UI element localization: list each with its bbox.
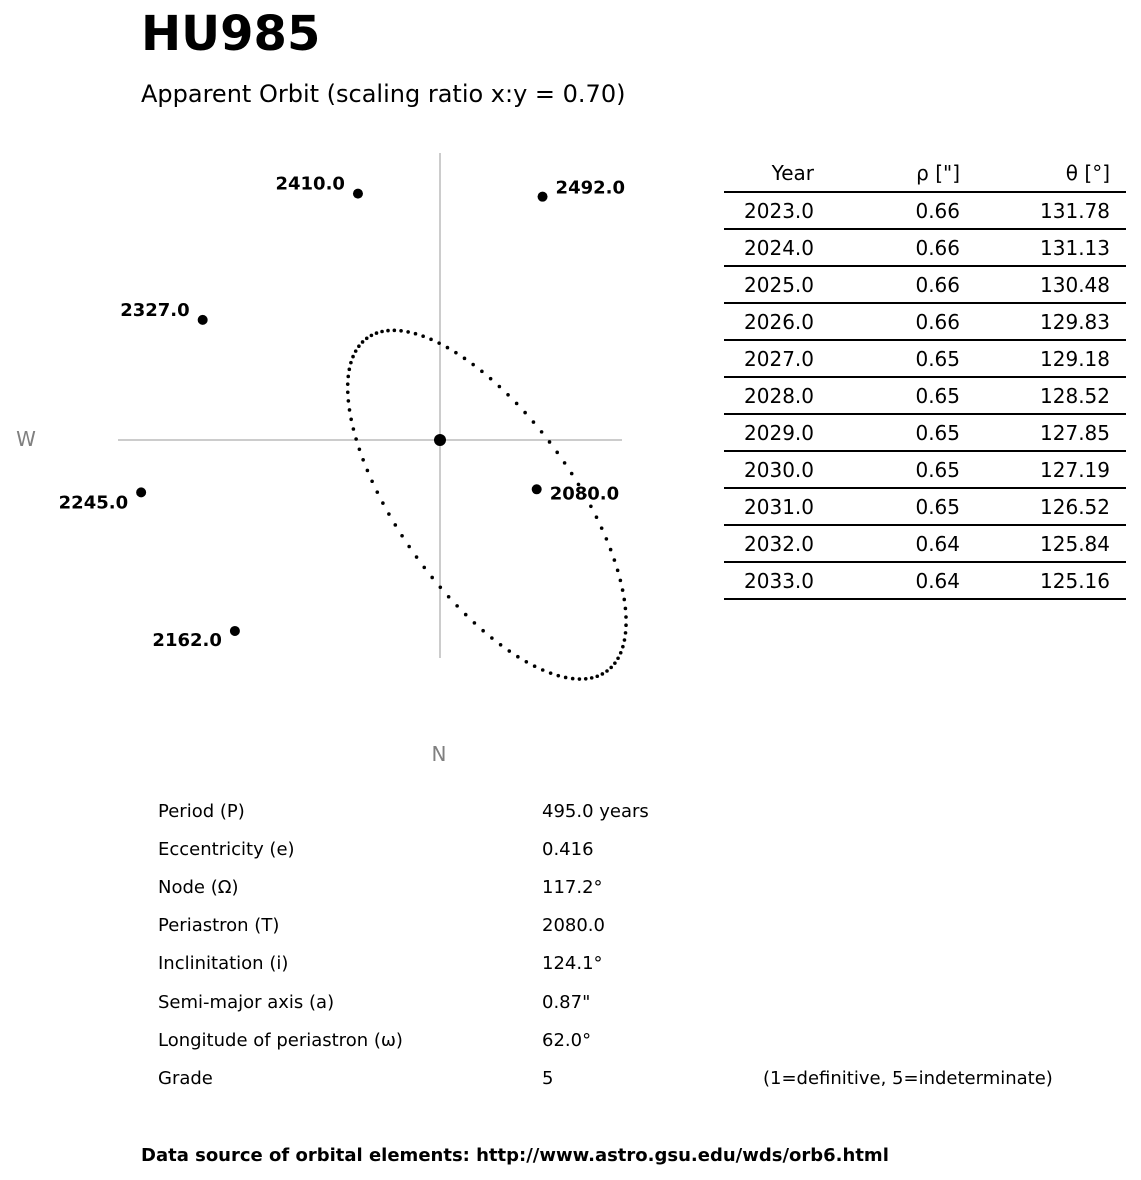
orbit-point (570, 472, 574, 476)
orbit-point (584, 677, 588, 681)
data-source: Data source of orbital elements: http://www.astro.gsu.edu/wds/orb6.html (141, 1145, 889, 1166)
year-cell: 2026.0 (724, 303, 814, 340)
orbit-point (613, 661, 617, 665)
table-row (724, 340, 1126, 377)
table-row (724, 488, 1126, 525)
orbit-point (399, 329, 403, 333)
table-row (724, 451, 1126, 488)
orbit-point (481, 629, 485, 633)
table-row (724, 192, 1126, 229)
element-label: Periastron (T) (158, 915, 280, 937)
orbit-point (421, 334, 425, 338)
table-row (724, 266, 1126, 303)
orbit-point (393, 523, 397, 527)
table-pad (1110, 488, 1126, 525)
table-pad (1110, 192, 1126, 229)
orbit-point (480, 370, 484, 374)
element-value: 5 (542, 1067, 554, 1089)
rho-cell: 0.64 (814, 562, 960, 599)
theta-cell: 125.84 (960, 525, 1110, 562)
table-row (724, 303, 1126, 340)
orbit-point (422, 566, 426, 570)
year-cell: 2023.0 (724, 192, 814, 229)
orbit-point (624, 623, 628, 627)
orbit-point (380, 330, 384, 334)
year-cell: 2031.0 (724, 488, 814, 525)
orbit-point (564, 676, 568, 680)
orbit-point (498, 385, 502, 389)
orbit-point (354, 349, 358, 353)
orbit-point (515, 402, 519, 406)
orbit-point (393, 329, 397, 333)
epoch-point (136, 487, 146, 497)
element-label: Semi-major axis (a) (158, 991, 335, 1013)
epoch-point (538, 192, 548, 202)
element-value: 124.1° (542, 953, 603, 975)
orbit-point (532, 420, 536, 424)
orbit-point (381, 501, 385, 505)
orbit-point (352, 427, 356, 431)
orbit-point (415, 555, 419, 559)
table-pad (1110, 525, 1126, 562)
table-pad (1110, 451, 1126, 488)
orbit-point (490, 636, 494, 640)
orbit-point (595, 515, 599, 519)
year-header: Year (724, 155, 814, 192)
orbit-point (375, 490, 379, 494)
orbit-point (619, 651, 623, 655)
element-label: Node (Ω) (158, 877, 239, 899)
orbit-point (616, 656, 620, 660)
theta-cell: 129.18 (960, 340, 1110, 377)
rho-cell: 0.66 (814, 229, 960, 266)
west-label: W (16, 427, 36, 451)
orbit-point (601, 672, 605, 676)
orbit-point (347, 399, 351, 403)
table-row (724, 525, 1126, 562)
table-pad (1110, 562, 1126, 599)
table-pad (1110, 340, 1126, 377)
rho-cell: 0.66 (814, 303, 960, 340)
table-row (724, 562, 1126, 599)
epoch-label: 2410.0 (275, 173, 345, 195)
element-label: Inclinitation (i) (158, 953, 289, 975)
rho-cell: 0.64 (814, 525, 960, 562)
orbit-point (589, 504, 593, 508)
epoch-point (198, 315, 208, 325)
grade-note: (1=definitive, 5=indeterminate) (763, 1068, 1053, 1089)
theta-cell: 128.52 (960, 377, 1110, 414)
table-pad (1110, 414, 1126, 451)
orbit-point (366, 469, 370, 473)
chart-subtitle: Apparent Orbit (scaling ratio x:y = 0.70) (141, 80, 626, 108)
orbit-point (563, 461, 567, 465)
orbit-point (437, 341, 441, 345)
rho-cell: 0.65 (814, 451, 960, 488)
orbit-point (616, 569, 620, 573)
element-label: Period (P) (158, 801, 245, 822)
orbit-point (358, 447, 362, 451)
orbit-point (613, 558, 617, 562)
orbit-point (499, 643, 503, 647)
orbit-point (463, 357, 467, 361)
orbit-point (621, 588, 625, 592)
orbit-point (351, 355, 355, 359)
theta-cell: 131.78 (960, 192, 1110, 229)
year-cell: 2024.0 (724, 229, 814, 266)
orbit-point (506, 393, 510, 397)
orbit-point (471, 363, 475, 367)
epoch-label: 2492.0 (555, 177, 626, 199)
orbit-point (430, 576, 434, 580)
orbit-point (439, 585, 443, 589)
year-cell: 2029.0 (724, 414, 814, 451)
theta-cell: 125.16 (960, 562, 1110, 599)
orbit-point (414, 332, 418, 336)
table-header-row (724, 155, 1126, 192)
orbit-point (533, 664, 537, 668)
theta-cell: 126.52 (960, 488, 1110, 525)
element-label: Grade (158, 1067, 213, 1089)
year-cell: 2033.0 (724, 562, 814, 599)
orbit-point (447, 595, 451, 599)
orbit-point (540, 430, 544, 434)
rho-cell: 0.65 (814, 340, 960, 377)
orbit-epochs (59, 174, 625, 651)
orbit-point (571, 677, 575, 681)
orbit-point (473, 621, 477, 625)
orbit-point (387, 512, 391, 516)
year-cell: 2028.0 (724, 377, 814, 414)
element-label: Longitude of periastron (ω) (158, 1029, 403, 1051)
table-row (724, 377, 1126, 414)
theta-cell: 131.13 (960, 229, 1110, 266)
year-cell: 2030.0 (724, 451, 814, 488)
orbit-point (361, 458, 365, 462)
orbit-point (609, 666, 613, 670)
year-cell: 2027.0 (724, 340, 814, 377)
orbit-point (605, 669, 609, 673)
orbit-point (454, 351, 458, 355)
primary-star (434, 434, 446, 446)
orbit-axes (118, 153, 622, 658)
theta-cell: 129.83 (960, 303, 1110, 340)
orbit-point (346, 375, 350, 379)
orbit-point (400, 534, 404, 538)
orbit-point (357, 344, 361, 348)
table-pad (1110, 155, 1126, 192)
theta-cell: 130.48 (960, 266, 1110, 303)
orbit-point (548, 440, 552, 444)
orbit-point (361, 340, 365, 344)
rho-header: ρ ["] (814, 155, 960, 192)
year-cell: 2032.0 (724, 525, 814, 562)
orbit-point (578, 677, 582, 681)
theta-cell: 127.19 (960, 451, 1110, 488)
orbit-point (621, 645, 625, 649)
orbit-point (346, 391, 350, 395)
orbit-point (516, 655, 520, 659)
orbit-point (507, 649, 511, 653)
orbit-point (619, 579, 623, 583)
orbit-point (407, 545, 411, 549)
element-value: 117.2° (542, 877, 603, 899)
epoch-point (353, 189, 363, 199)
orbit-point (346, 382, 350, 386)
epoch-label: 2327.0 (120, 299, 190, 321)
table-row (724, 414, 1126, 451)
element-value: 0.416 (542, 839, 594, 861)
page-title: HU985 (141, 6, 321, 62)
orbit-point (609, 548, 613, 552)
orbit-point (347, 368, 351, 372)
element-value: 0.87" (542, 991, 591, 1013)
table-pad (1110, 229, 1126, 266)
orbit-point (429, 338, 433, 342)
orbit-point (555, 451, 559, 455)
orbit-point (446, 346, 450, 350)
orbit-point (624, 631, 628, 635)
ephemeris-rows (724, 192, 1126, 599)
table-pad (1110, 377, 1126, 414)
ephemeris-table (724, 155, 1126, 600)
orbit-point (455, 604, 459, 608)
table-pad (1110, 266, 1126, 303)
orbit-point (624, 615, 628, 619)
orbit-point (349, 361, 353, 365)
orbit-point (365, 337, 369, 341)
rho-cell: 0.65 (814, 377, 960, 414)
rho-cell: 0.65 (814, 488, 960, 525)
orbit-point (624, 607, 628, 611)
orbit-point (622, 598, 626, 602)
orbit-path (346, 329, 628, 681)
orbit-point (590, 676, 594, 680)
orbit-point (464, 613, 468, 617)
orbit-point (623, 638, 627, 642)
year-cell: 2025.0 (724, 266, 814, 303)
epoch-point (230, 626, 240, 636)
north-label: N (431, 742, 447, 766)
epoch-label: 2080.0 (549, 483, 620, 505)
orbit-point (406, 330, 410, 334)
rho-cell: 0.65 (814, 414, 960, 451)
orbit-point (549, 671, 553, 675)
element-value: 2080.0 (542, 915, 605, 937)
rho-cell: 0.66 (814, 266, 960, 303)
orbit-point (370, 479, 374, 483)
orbit-point (354, 437, 358, 441)
orbit-point (595, 674, 599, 678)
table-row (724, 229, 1126, 266)
orbit-point (489, 377, 493, 381)
epoch-label: 2162.0 (152, 629, 222, 651)
orbit-point (370, 334, 374, 338)
element-value: 62.0° (542, 1029, 592, 1051)
theta-header: θ [°] (960, 155, 1110, 192)
orbit-point (541, 668, 545, 672)
orbit-point (525, 660, 529, 664)
element-label: Eccentricity (e) (158, 839, 295, 861)
orbit-point (556, 674, 560, 678)
orbit-point (386, 329, 390, 333)
epoch-point (532, 484, 542, 494)
orbit-point (600, 526, 604, 530)
table-pad (1110, 303, 1126, 340)
rho-cell: 0.66 (814, 192, 960, 229)
orbit-point (348, 408, 352, 412)
orbit-point (375, 331, 379, 335)
orbit-point (349, 417, 353, 421)
epoch-label: 2245.0 (58, 492, 129, 514)
orbit-point (523, 411, 527, 415)
theta-cell: 127.85 (960, 414, 1110, 451)
element-value: 495.0 years (542, 801, 649, 822)
orbit-point (605, 537, 609, 541)
